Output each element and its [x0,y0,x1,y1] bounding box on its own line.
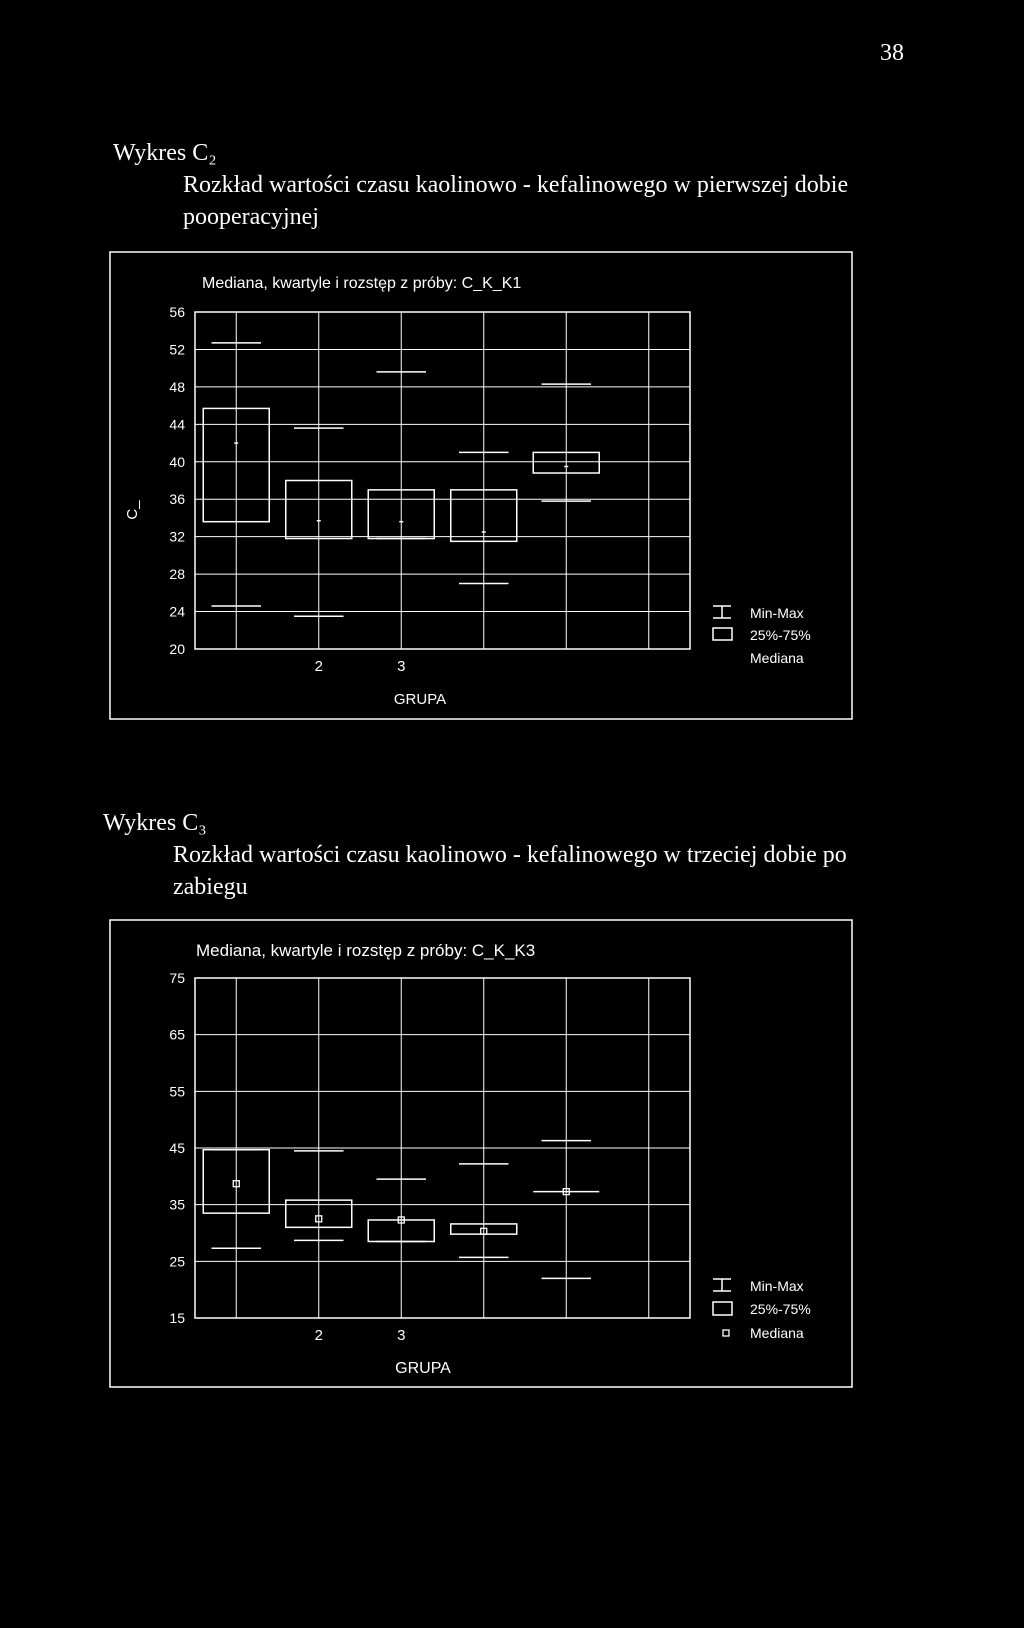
legend-iqr-icon [713,1302,732,1315]
page-number: 38 [880,40,904,66]
chart-inner-title: Mediana, kwartyle i rozstęp z próby: C_K_K1 [202,275,522,292]
x-tick-label: 2 [314,1327,323,1344]
legend-minmax-icon [713,606,731,618]
legend-median-label: Mediana [750,650,804,666]
x-tick-label: 3 [397,1327,406,1344]
y-tick-label: 24 [169,603,185,620]
y-tick-label: 36 [169,491,185,508]
y-tick-label: 25 [169,1253,185,1270]
y-tick-label: 20 [169,641,185,657]
boxplot-chart-k1 [110,252,852,719]
legend-median-icon [723,1330,729,1336]
chart-frame [110,920,852,1387]
x-tick-label: 3 [397,658,406,675]
y-axis-label: C_ [124,500,141,520]
legend-minmax-label: Min-Max [750,1278,804,1294]
y-tick-label: 48 [169,378,185,395]
chart-legend [713,1278,811,1341]
chart-inner-title: Mediana, kwartyle i rozstęp z próby: C_K_K3 [196,941,536,960]
y-tick-label: 32 [169,528,185,545]
y-tick-label: 55 [169,1083,185,1100]
y-tick-label: 15 [169,1310,185,1326]
y-tick-label: 44 [169,416,185,433]
x-tick-label: 2 [314,658,323,675]
y-tick-label: 56 [169,304,185,320]
chart-caption-label: Wykres C₃ [103,810,207,836]
legend-iqr-icon [713,628,732,640]
y-tick-label: 35 [169,1196,185,1213]
legend-minmax-icon [713,1279,731,1291]
legend-iqr-label: 25%-75% [750,627,811,643]
y-tick-label: 45 [169,1140,185,1156]
y-tick-label: 52 [169,341,185,358]
x-axis-label: GRUPA [393,691,447,708]
chart-caption-title: Rozkład wartości czasu kaolinowo - kefalinowego w pierwszej dobie pooperacyjnej [183,172,849,230]
legend-iqr-label: 25%-75% [750,1301,811,1317]
legend-median-label: Mediana [750,1325,804,1341]
legend-minmax-label: Min-Max [750,605,804,621]
chart-legend [713,605,811,666]
y-tick-label: 28 [169,566,185,583]
boxplot-chart-k3 [110,920,852,1387]
chart-caption-label: Wykres C₂ [113,140,217,166]
y-tick-label: 75 [169,970,185,986]
x-axis-label: GRUPA [395,1360,451,1377]
y-tick-label: 40 [169,453,185,470]
chart-caption-title: Rozkład wartości czasu kaolinowo - kefalinowego w trzeciej dobie po zabiegu [173,842,847,900]
y-tick-label: 65 [169,1026,185,1043]
